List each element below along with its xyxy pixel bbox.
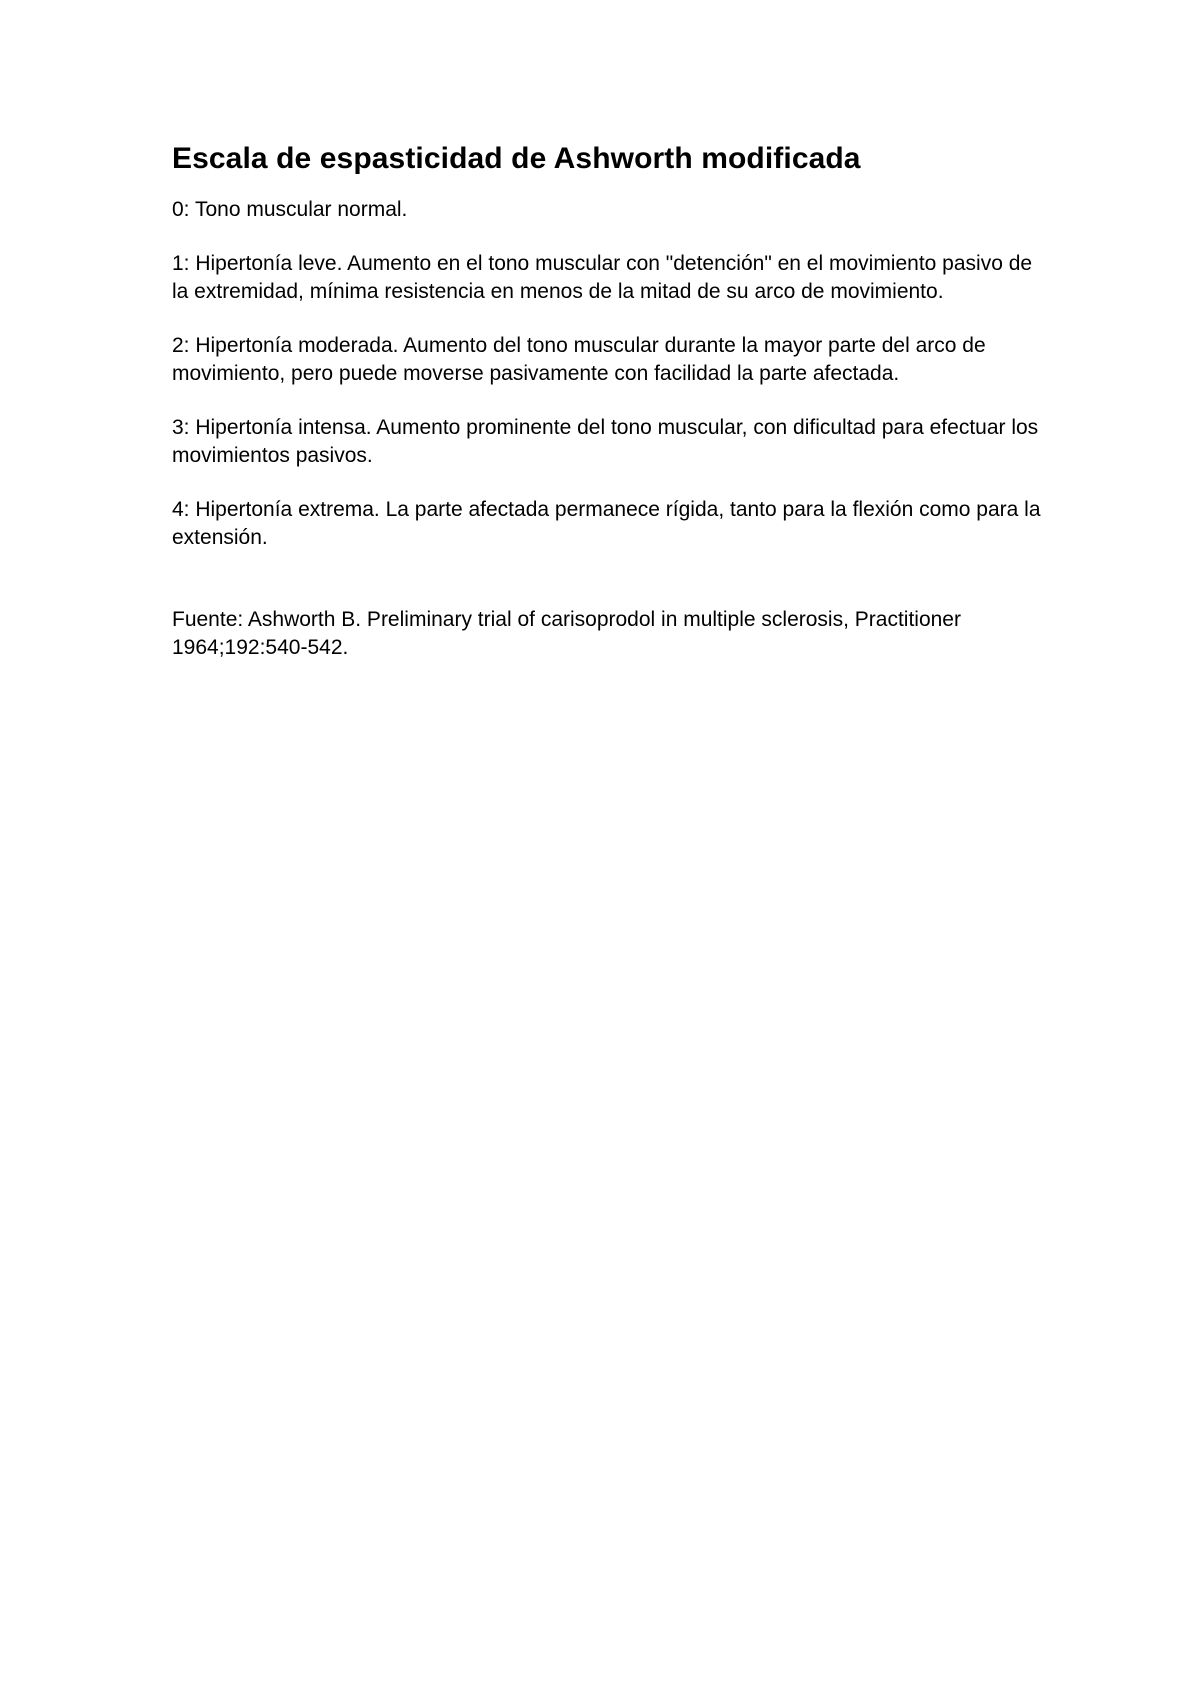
scale-item-3: 3: Hipertonía intensa. Aumento prominente del tono muscular, con dificultad para efectuar los movimientos pasivos.	[172, 416, 1039, 467]
scale-item-0: 0: Tono muscular normal.	[172, 198, 408, 221]
scale-item-4: 4: Hipertonía extrema. La parte afectada permanece rígida, tanto para la flexión como para la extensión.	[172, 498, 1041, 549]
document-title: Escala de espasticidad de Ashworth modificada	[172, 142, 861, 175]
document-page	[172, 140, 1052, 662]
source-citation: Fuente: Ashworth B. Preliminary trial of carisoprodol in multiple sclerosis, Practitioner 1964;192:540-542.	[172, 608, 961, 659]
scale-item-2: 2: Hipertonía moderada. Aumento del tono muscular durante la mayor parte del arco de movimiento, pero puede moverse pasivamente con facilidad la parte afectada.	[172, 334, 986, 385]
scale-item-1: 1: Hipertonía leve. Aumento en el tono muscular con "detención" en el movimiento pasivo de la extremidad, mínima resistencia en menos de la mitad de su arco de movimiento.	[172, 252, 1033, 303]
